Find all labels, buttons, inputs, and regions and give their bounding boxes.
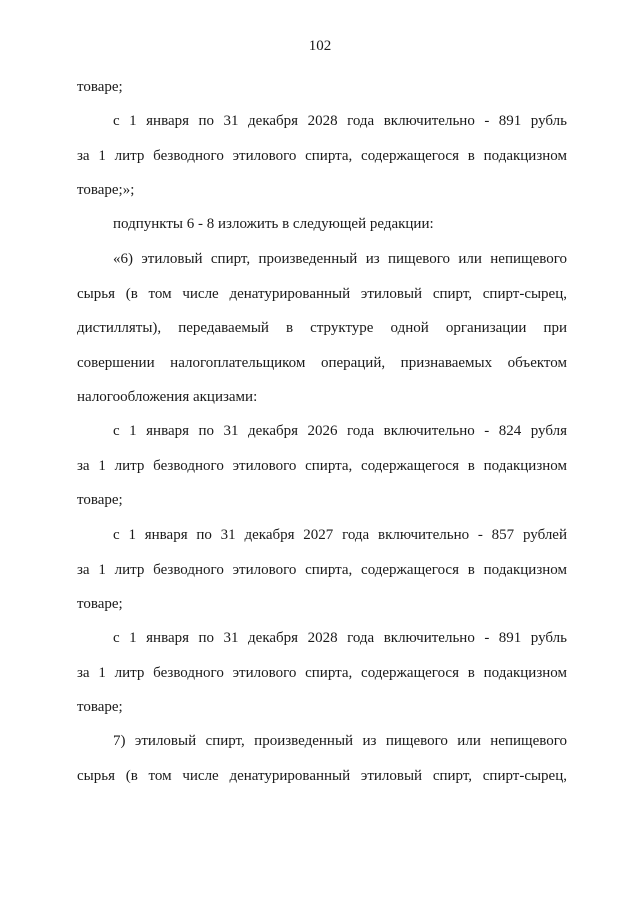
paragraph-subpoint-7 (77, 724, 567, 793)
paragraph-rate-2028 (77, 104, 567, 208)
text-line: с 1 января по 31 декабря 2028 года включительно - 891 рубль (113, 113, 567, 129)
text-line: дистилляты), передаваемый в структуре одной организации при (77, 320, 567, 336)
paragraph-subpoints-intro (77, 207, 567, 242)
text-line: за 1 литр безводного этилового спирта, содержащегося в подакцизном (77, 561, 567, 578)
page-number: 102 (308, 38, 332, 54)
paragraph-rate-2027 (77, 518, 567, 622)
text-line: 7) этиловый спирт, произведенный из пищевого или непищевого (113, 733, 567, 749)
text-line: налогообложения акцизами: (77, 389, 258, 405)
text-line: с 1 января по 31 декабря 2027 года включительно - 857 рублей (113, 527, 567, 543)
text-line: товаре; (77, 492, 123, 508)
paragraph-rate-2028-b (77, 621, 567, 725)
text-line: сырья (в том числе денатурированный этиловый спирт, спирт-сырец, (77, 767, 567, 784)
text-line: товаре;»; (77, 182, 135, 198)
text-line: за 1 литр безводного этилового спирта, содержащегося в подакцизном (77, 147, 567, 164)
text-line: совершении налогоплательщиком операций, признаваемых объектом (77, 354, 567, 371)
paragraph-continuation (77, 70, 567, 105)
text-line: с 1 января по 31 декабря 2026 года включительно - 824 рубля (113, 423, 567, 439)
text-line: «6) этиловый спирт, произведенный из пищевого или непищевого (113, 251, 567, 267)
text-line: товаре; (77, 699, 123, 715)
paragraph-subpoint-6 (77, 242, 567, 415)
text-line: сырья (в том числе денатурированный этиловый спирт, спирт-сырец, (77, 285, 567, 302)
text-line: за 1 литр безводного этилового спирта, содержащегося в подакцизном (77, 664, 567, 681)
text-line: товаре; (77, 79, 123, 95)
text-line: подпункты 6 - 8 изложить в следующей редакции: (113, 216, 434, 232)
paragraph-rate-2026 (77, 414, 567, 518)
text-line: за 1 литр безводного этилового спирта, содержащегося в подакцизном (77, 457, 567, 474)
text-line: товаре; (77, 596, 123, 612)
text-line: с 1 января по 31 декабря 2028 года включительно - 891 рубль (113, 630, 567, 646)
